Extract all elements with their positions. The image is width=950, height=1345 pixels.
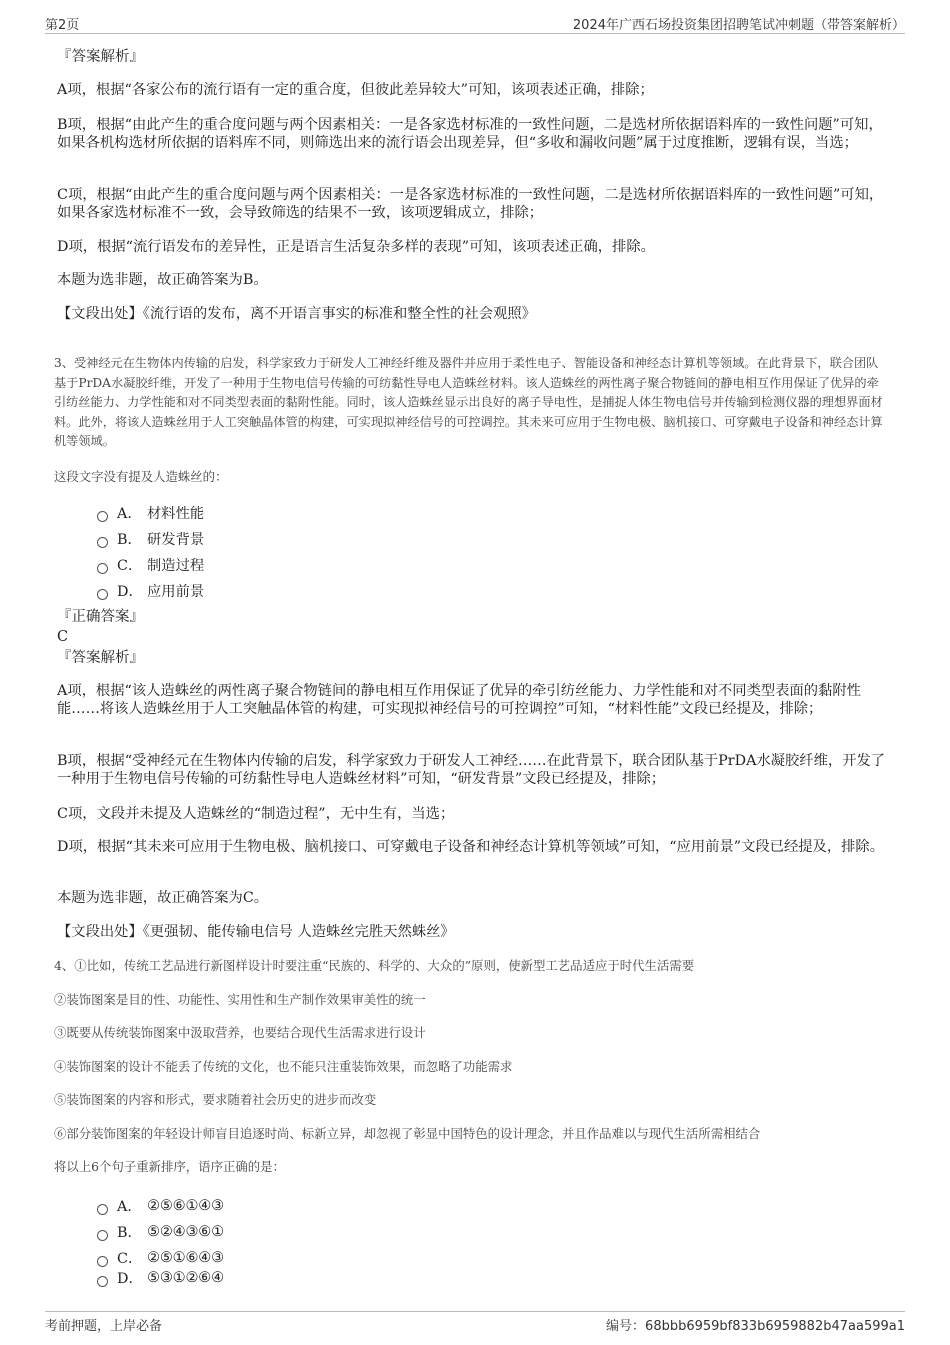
analysis-option-c: C项，文段并未提及人造蛛丝的“制造过程”，无中生有，当选； — [57, 806, 455, 822]
option-key: A． — [117, 506, 142, 522]
option-text: 材料性能 — [147, 506, 205, 522]
option-key: C． — [117, 558, 143, 574]
q4-option-d[interactable] — [97, 1268, 224, 1288]
q3-option-b[interactable] — [97, 529, 204, 549]
option-text: 研发背景 — [147, 532, 205, 548]
radio-icon[interactable] — [97, 1204, 108, 1215]
option-text: ②⑤⑥①④③ — [147, 1198, 224, 1214]
q4-option-c[interactable] — [97, 1248, 224, 1268]
question-4-sentence-2: ②装饰图案是目的性、功能性、实用性和生产制作效果审美性的统一 — [54, 992, 426, 1007]
radio-icon[interactable] — [97, 1230, 108, 1241]
analysis-conclusion: 本题为选非题，故正确答案为B。 — [57, 272, 268, 288]
analysis-option-c: C项，根据“由此产生的重合度问题与两个因素相关：一是各家选材标准的一致性问题，二是选材所依据语料库的一致性问题”可知，如果各家选材标准不一致，会导致筛选的结果不一致，该项逻辑成立，排除； — [57, 187, 884, 221]
q3-option-d[interactable] — [97, 581, 204, 601]
footer-slogan: 考前押题，上岸必备 — [45, 1319, 163, 1334]
analysis-option-a: A项，根据“各家公布的流行语有一定的重合度，但彼此差异较大”可知，该项表述正确，排除； — [57, 82, 654, 98]
option-key: A． — [117, 1199, 142, 1215]
question-3-prompt: 这段文字没有提及人造蛛丝的： — [54, 469, 228, 484]
option-text: ②⑤①⑥④③ — [147, 1250, 224, 1266]
radio-icon[interactable] — [97, 1256, 108, 1267]
radio-icon[interactable] — [97, 511, 108, 522]
correct-answer-label: 『正确答案』 — [57, 609, 144, 625]
question-4-sentence-6: ⑥部分装饰图案的年轻设计师盲目追逐时尚、标新立异，却忽视了彰显中国特色的设计理念，并且作品难以与现代生活所需相结合 — [54, 1126, 761, 1141]
radio-icon[interactable] — [97, 537, 108, 548]
page-number: 第2页 — [45, 18, 80, 33]
radio-icon[interactable] — [97, 563, 108, 574]
document-title: 2024年广西石场投资集团招聘笔试冲刺题（带答案解析） — [572, 18, 905, 33]
answer-analysis-label: 『答案解析』 — [57, 650, 144, 666]
analysis-option-a: A项，根据“该人造蛛丝的两性离子聚合物链间的静电相互作用保证了优异的牵引纺丝能力、力学性能和对不同类型表面的黏附性能……将该人造蛛丝用于人工突触晶体管的构建，可实现拟神经信号的可控调控”可知，“材料性能”文段已经提及，排除； — [57, 683, 861, 717]
question-4-sentence-5: ⑤装饰图案的内容和形式，要求随着社会历史的进步而改变 — [54, 1092, 377, 1107]
q3-option-a[interactable] — [97, 503, 204, 523]
q3-option-c[interactable] — [97, 555, 204, 575]
option-key: B． — [117, 532, 142, 548]
analysis-option-d: D项，根据“其未来可应用于生物电极、脑机接口、可穿戴电子设备和神经态计算机等领域”可知，“应用前景”文段已经提及，排除。 — [57, 839, 885, 855]
serial-number: 68bbb6959bf833b6959882b47aa599a1 — [645, 1319, 905, 1334]
question-4-sentence-1: 4、①比如，传统工艺品进行新图样设计时要注重“民族的、科学的、大众的”原则，使新型工艺品适应于时代生活需要 — [54, 958, 695, 973]
footer-divider — [45, 1311, 905, 1312]
option-text: ⑤③①②⑥④ — [147, 1270, 224, 1286]
option-text: 应用前景 — [147, 584, 205, 600]
option-text: ⑤②④③⑥① — [147, 1224, 224, 1240]
question-4-sentence-4: ④装饰图案的设计不能丢了传统的文化，也不能只注重装饰效果，而忽略了功能需求 — [54, 1059, 513, 1074]
option-key: D． — [117, 584, 143, 600]
correct-answer: C — [57, 629, 69, 645]
answer-analysis-label: 『答案解析』 — [57, 49, 144, 65]
analysis-option-b: B项，根据“受神经元在生物体内传输的启发，科学家致力于研发人工神经……在此背景下，联合团队基于PrDA水凝胶纤维，开发了一种用于生物电信号传输的可纺黏性导电人造蛛丝材料”可知，“研发背景”文段已经提及，排除； — [57, 753, 886, 787]
document-serial — [606, 1315, 905, 1334]
option-key: B． — [117, 1225, 142, 1241]
question-4-sentence-3: ③既要从传统装饰图案中汲取营养，也要结合现代生活需求进行设计 — [54, 1025, 426, 1040]
q4-option-b[interactable] — [97, 1222, 224, 1242]
q4-option-a[interactable] — [97, 1196, 224, 1216]
question-3-passage: 3、受神经元在生物体内传输的启发，科学家致力于研发人工神经纤维及器件并应用于柔性电子、智能设备和神经态计算机等领域。在此背景下，联合团队基于PrDA水凝胶纤维，开发了一种用于生物电信号传输的可纺黏性导电人造蛛丝材料。该人造蛛丝的两性离子聚合物链间的静电相互作用保证了优异的牵引纺丝能力、力学性能和对不同类型表面的黏附性能。同时，该人造蛛丝显示出良好的离子导电性，是捕捉人体生物电信号并传输到检测仪器的理想界面材料。此外，将该人造蛛丝用于人工突触晶体管的构建，可实现拟神经信号的可控调控。其未来可应用于生物电极、脑机接口、可穿戴电子设备和神经态计算机等领域。 — [54, 356, 883, 449]
radio-icon[interactable] — [97, 589, 108, 600]
radio-icon[interactable] — [97, 1276, 108, 1287]
header-divider — [45, 33, 905, 34]
option-text: 制造过程 — [147, 558, 205, 574]
option-key: C． — [117, 1251, 143, 1267]
analysis-option-b: B项，根据“由此产生的重合度问题与两个因素相关：一是各家选材标准的一致性问题，二是选材所依据语料库的一致性问题”可知，如果各机构选材所依据的语料库不同，则筛选出来的流行语会出现差异，但“多收和漏收问题”属于过度推断，逻辑有误，当选； — [57, 117, 883, 151]
analysis-option-d: D项，根据“流行语发布的差异性，正是语言生活复杂多样的表现”可知，该项表述正确，排除。 — [57, 239, 655, 255]
question-4-prompt: 将以上6个句子重新排序，语序正确的是： — [54, 1159, 285, 1174]
passage-source: 【文段出处】《更强韧、能传输电信号 人造蛛丝完胜天然蛛丝》 — [57, 924, 455, 940]
passage-source: 【文段出处】《流行语的发布，离不开语言事实的标准和整全性的社会观照》 — [57, 306, 536, 322]
analysis-conclusion: 本题为选非题，故正确答案为C。 — [57, 890, 269, 906]
option-key: D． — [117, 1271, 143, 1287]
serial-label: 编号： — [606, 1319, 646, 1334]
